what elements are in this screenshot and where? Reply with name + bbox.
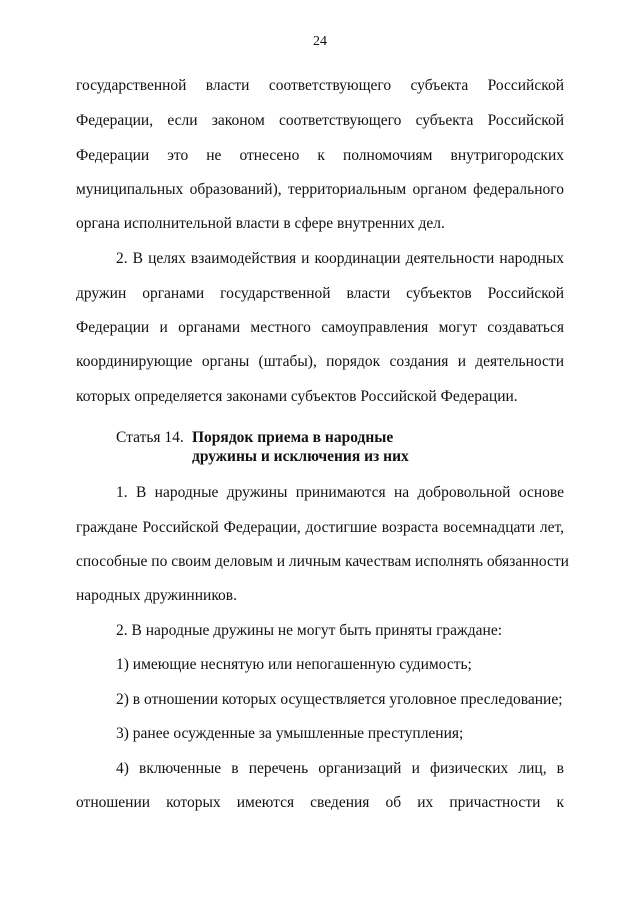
paragraph-2-line: дружин органами государственной власти субъектов Российской — [76, 285, 564, 302]
article-title-line-2: дружины и исключения из них — [192, 448, 409, 465]
page-number: 24 — [313, 34, 327, 49]
paragraph-3-line: способные по своим деловым и личным качествам исполнять обязанности — [76, 553, 569, 570]
paragraph-1-line: Федерации это не отнесено к полномочиям внутригородских — [76, 147, 564, 164]
paragraph-2-line: Федерации и органами местного самоуправления могут создаваться — [76, 319, 564, 336]
paragraph-3-line: 1. В народные дружины принимаются на добровольной основе — [116, 484, 564, 501]
paragraph-3-line: народных дружинников. — [76, 587, 238, 604]
paragraph-4: 2. В народные дружины не могут быть приняты граждане: — [116, 622, 503, 639]
list-item: 1) имеющие неснятую или непогашенную судимость; — [116, 656, 472, 673]
list-item: 3) ранее осужденные за умышленные преступления; — [116, 725, 464, 742]
paragraph-5-line: отношении которых имеются сведения об их причастности к — [76, 794, 564, 811]
list-item: 2) в отношении которых осуществляется уголовное преследование; — [116, 691, 563, 708]
paragraph-3-line: граждане Российской Федерации, достигшие возраста восемнадцати лет, — [76, 519, 564, 536]
article-label: Статья 14. — [116, 429, 184, 446]
paragraph-2-line: которых определяется законами субъектов Российской Федерации. — [76, 388, 518, 405]
paragraph-2-line: 2. В целях взаимодействия и координации деятельности народных — [116, 250, 564, 267]
paragraph-1-line: муниципальных образований), территориальным органом федерального — [76, 181, 564, 198]
paragraph-1-line: органа исполнительной власти в сфере внутренних дел. — [76, 215, 445, 232]
paragraph-1-line: государственной власти соответствующего субъекта Российской — [76, 77, 564, 94]
paragraph-2-line: координирующие органы (штабы), порядок создания и деятельности — [76, 353, 564, 370]
paragraph-5-line: 4) включенные в перечень организаций и физических лиц, в — [116, 760, 564, 777]
paragraph-1-line: Федерации, если законом соответствующего субъекта Российской — [76, 112, 564, 129]
article-title-line-1: Порядок приема в народные — [192, 429, 394, 446]
